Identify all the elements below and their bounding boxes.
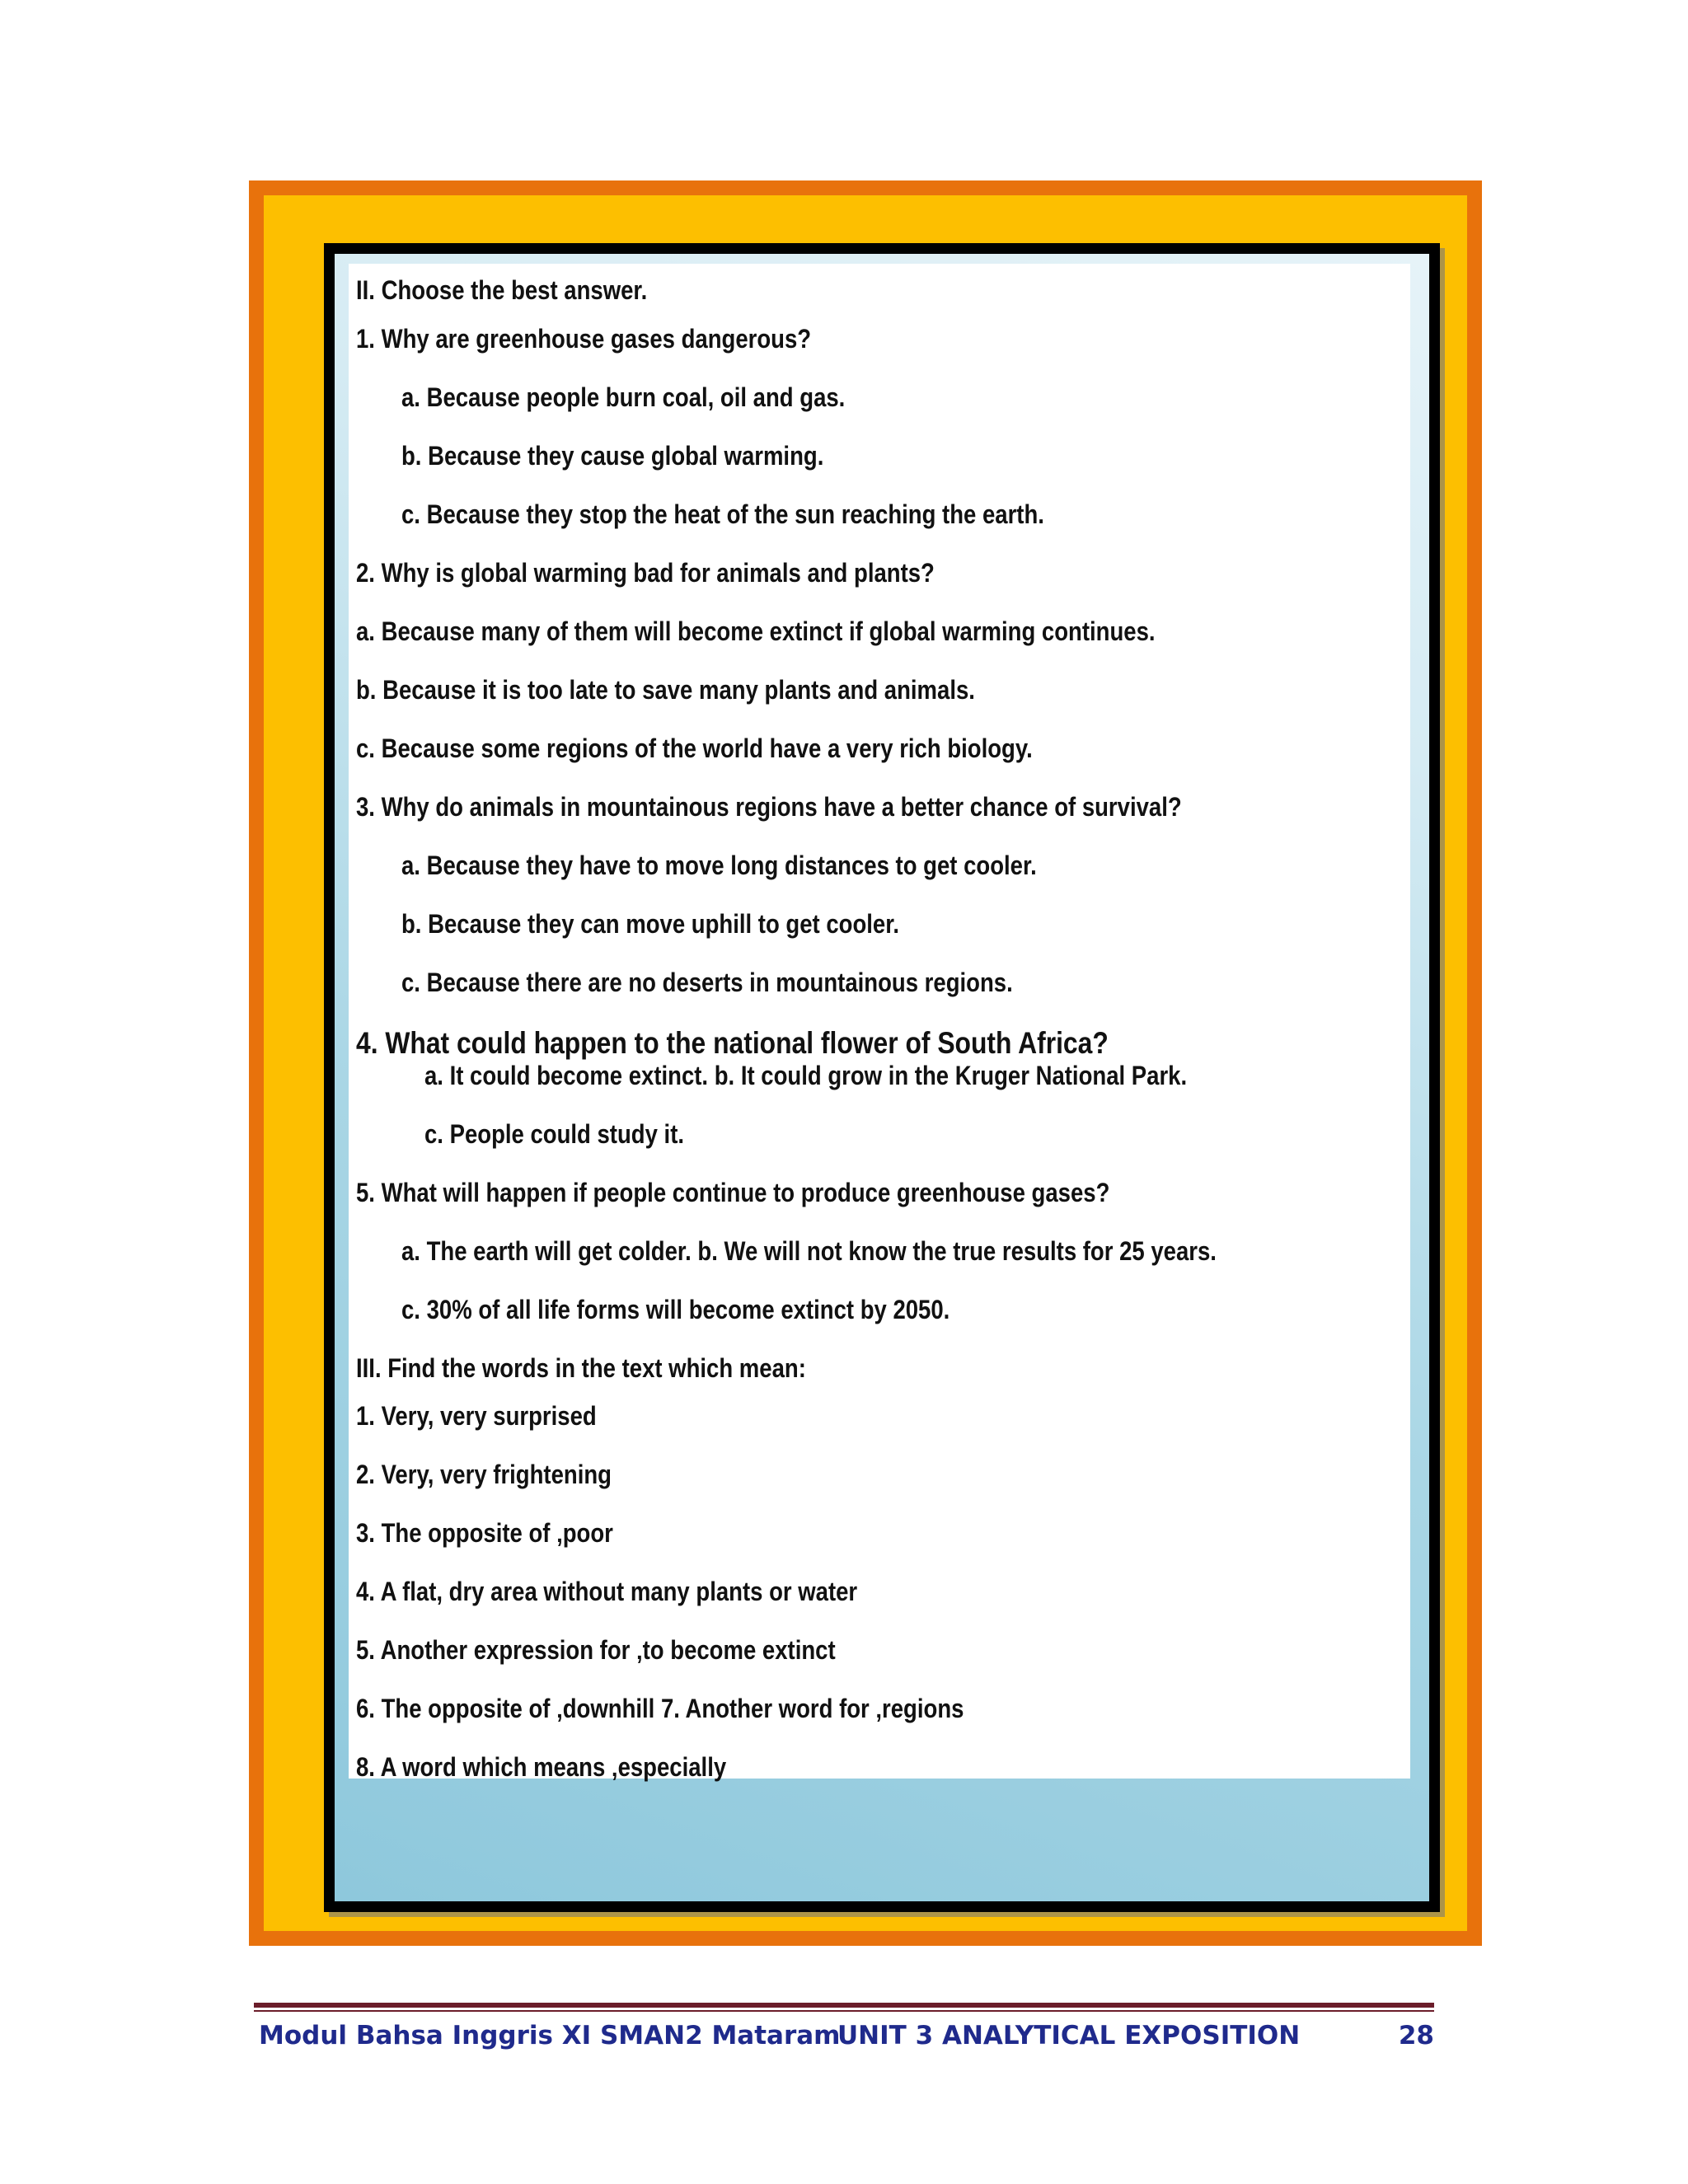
footer-unit-title: UNIT 3 ANALYTICAL EXPOSITION (837, 2021, 1301, 2050)
question-1-option-a: a. Because people burn coal, oil and gas. (401, 382, 846, 412)
question-1: 1. Why are greenhouse gases dangerous? (356, 324, 812, 354)
exercise-card (349, 264, 1410, 1782)
question-2-option-b: b. Because it is too late to save many plants and animals. (356, 675, 975, 705)
word-item-1: 1. Very, very surprised (356, 1401, 597, 1431)
word-item-6-7: 6. The opposite of ‚downhill 7. Another word for ‚regions (356, 1694, 964, 1723)
question-3: 3. Why do animals in mountainous regions have a better chance of survival? (356, 792, 1182, 822)
question-5-options-a-b: a. The earth will get colder. b. We will not know the true results for 25 years. (401, 1236, 1217, 1266)
footer-rule (254, 2003, 1434, 2012)
word-item-4: 4. A flat, dry area without many plants or water (356, 1577, 858, 1606)
word-item-8: 8. A word which means ‚especially (356, 1752, 727, 1782)
word-item-3: 3. The opposite of ‚poor (356, 1518, 613, 1548)
question-4: 4. What could happen to the national flower of South Africa? (356, 1026, 1109, 1060)
question-2-option-a: a. Because many of them will become extinct if global warming continues. (356, 616, 1156, 646)
word-item-5: 5. Another expression for ‚to become extinct (356, 1635, 836, 1665)
question-4-option-c: c. People could study it. (424, 1119, 685, 1149)
question-2: 2. Why is global warming bad for animals and plants? (356, 558, 935, 588)
section-heading-choose: II. Choose the best answer. (356, 275, 648, 305)
question-2-option-c: c. Because some regions of the world have a very rich biology. (356, 733, 1033, 763)
question-5: 5. What will happen if people continue to produce greenhouse gases? (356, 1178, 1110, 1207)
orange-border-frame (249, 180, 1482, 1946)
question-1-option-b: b. Because they cause global warming. (401, 441, 824, 471)
question-3-option-b: b. Because they can move uphill to get cooler. (401, 909, 900, 939)
page-number: 28 (1398, 2021, 1434, 2050)
section-heading-find-words: III. Find the words in the text which mean: (356, 1353, 806, 1383)
page-footer (259, 2021, 1434, 2054)
question-4-options-a-b: a. It could become extinct. b. It could grow in the Kruger National Park. (424, 1061, 1188, 1090)
blue-gradient-panel (335, 254, 1429, 1901)
black-border-frame (324, 243, 1440, 1912)
yellow-border-frame (264, 195, 1467, 1931)
question-3-option-c: c. Because there are no deserts in mountainous regions. (401, 968, 1013, 997)
question-3-option-a: a. Because they have to move long distances to get cooler. (401, 851, 1037, 880)
question-5-option-c: c. 30% of all life forms will become extinct by 2050. (401, 1295, 950, 1324)
word-item-2: 2. Very, very frightening (356, 1460, 612, 1489)
footer-module-title: Modul Bahsa Inggris XI SMAN2 Mataram (259, 2021, 841, 2050)
question-1-option-c: c. Because they stop the heat of the sun reaching the earth. (401, 499, 1044, 529)
